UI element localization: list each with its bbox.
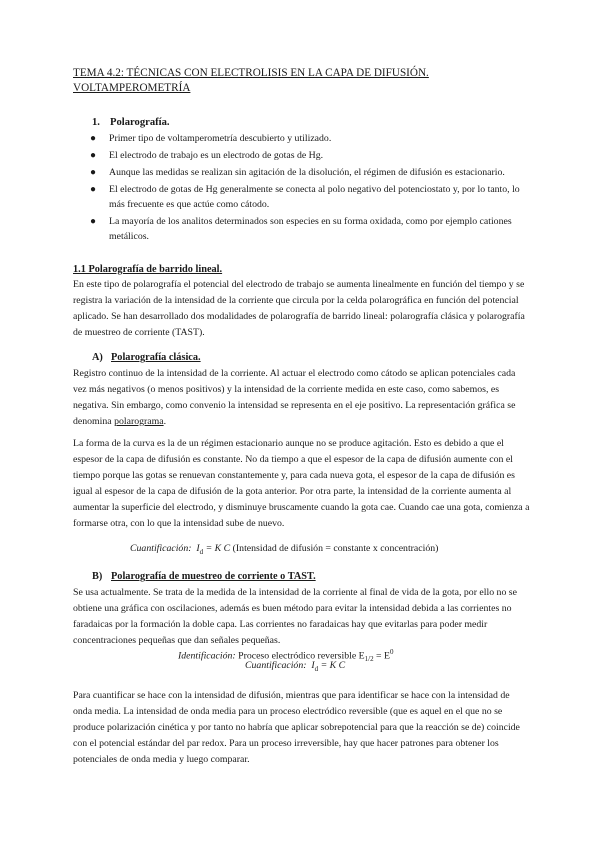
clasica-paragraph-1: Registro continuo de la intensidad de la corriente. Al actuar el electrodo como cátodo se aplican potenciales cada vez más negativos (o menos positivos) y la intensidad de la corriente medida en este caso, como sabemos, es negativa. Sin embargo, como convenio la intensidad se representa en el eje positivo. La representación gráfica se denomina polarograma. (73, 368, 516, 427)
list-item: ● La mayoría de los analitos determinados son especies en su forma oxidada, como por ejemplo cationes metálicos. (90, 216, 512, 242)
section-heading-polarografia (92, 117, 170, 128)
quantification-formula-clasica: Cuantificación: $I_d = K$ C (Intensidad de difusión = constante x concentración) (130, 543, 439, 556)
document-title: TEMA 4.2: TÉCNICAS CON ELECTROLISIS EN LA CAPA DE DIFUSIÓN. VOLTAMPEROMETRÍA (73, 67, 429, 94)
subsection-heading-barrido-lineal: 1.1 Polarografía de barrido lineal. (73, 264, 223, 275)
bullet-icon: ● (90, 167, 97, 178)
subheading-polarografia-clasica: A) Polarografía clásica. (92, 352, 201, 363)
bullet-icon: ● (90, 133, 97, 144)
subheading-tast: B) Polarografía de muestreo de corriente o TAST. (92, 571, 316, 582)
section-heading-text: Polarografía. (110, 117, 170, 128)
bullet-list (90, 131, 530, 246)
bullet-icon: ● (90, 150, 97, 161)
list-item: ● Aunque las medidas se realizan sin agitación de la disolución, el régimen de difusión es estacionario. (90, 167, 505, 178)
quantification-formula-tast: Cuantificación: $I_d = K$ C (245, 660, 346, 673)
clasica-paragraph-2: La forma de la curva es la de un régimen estacionario aunque no se produce agitación. Esto es debido a que el espesor de la capa de difusión es constante. No da tiempo a que el espesor de la capa de difusión aumente con el tiempo porque las gotas se renuevan constantemente y, para cada nueva gota, el espesor de la capa de difusión es igual al espesor de la capa de difusión de la gota anterior. Por otra parte, la intensidad de la corriente aumenta al aumentar la superficie del electrodo, y disminuye bruscamente cuando la gota cae. Cuando cae una gota, comienza a formarse otra, con lo que la intensidad sube de nuevo. (73, 438, 530, 529)
list-item: ● El electrodo de trabajo es un electrodo de gotas de Hg. (90, 150, 324, 161)
tast-paragraph-2: Para cuantificar se hace con la intensidad de difusión, mientras que para identificar se hace con la intensidad de onda media. La intensidad de onda media para un proceso electródico reversible (que es aquel en el que no se produce polarización cinética y por tanto no habría que aplicar sobrepotencial para que la reacción se de) coincide con el potencial estándar del par redox. Para un proceso irreversible, hay que hacer patrones para obtener los potenciales de onda media y luego comparar. (73, 690, 520, 765)
intro-paragraph: En este tipo de polarografía el potencial del electrodo de trabajo se aumenta linealmente en función del tiempo y se registra la variación de la intensidad de la corriente que circula por la celda polarográfica en función del potencial aplicado. Se han desarrollado dos modalidades de polarografía de barrido lineal: polarografía clásica y polarografía de muestreo de corriente (TAST). (73, 279, 525, 338)
bullet-icon: ● (90, 216, 97, 227)
bullet-icon: ● (90, 184, 97, 195)
section-number: 1. (92, 117, 100, 128)
tast-paragraph-1: Se usa actualmente. Se trata de la medida de la intensidad de la corriente al final de vida de la gota, por ello no se obtiene una gráfica con oscilaciones, además es buen método para evitar la intensidad debida a las corrientes no faradaicas por la formación la doble capa. Las corrientes no faradaicas hay que evitarlas para poder medir concentraciones pequeñas que dan señales pequeñas. (73, 587, 517, 646)
identification-formula: Identificación: Proceso electródico reversible $E_{1/2} = E^0$ (178, 648, 394, 664)
list-item: ● Primer tipo de voltamperometría descubierto y utilizado. (90, 133, 332, 144)
polarograma-term: polarograma (114, 416, 164, 427)
list-item: ● El electrodo de gotas de Hg generalmente se conecta al polo negativo del potenciostato y, por lo tanto, lo más frecuente es que actúe como cátodo. (90, 184, 520, 210)
